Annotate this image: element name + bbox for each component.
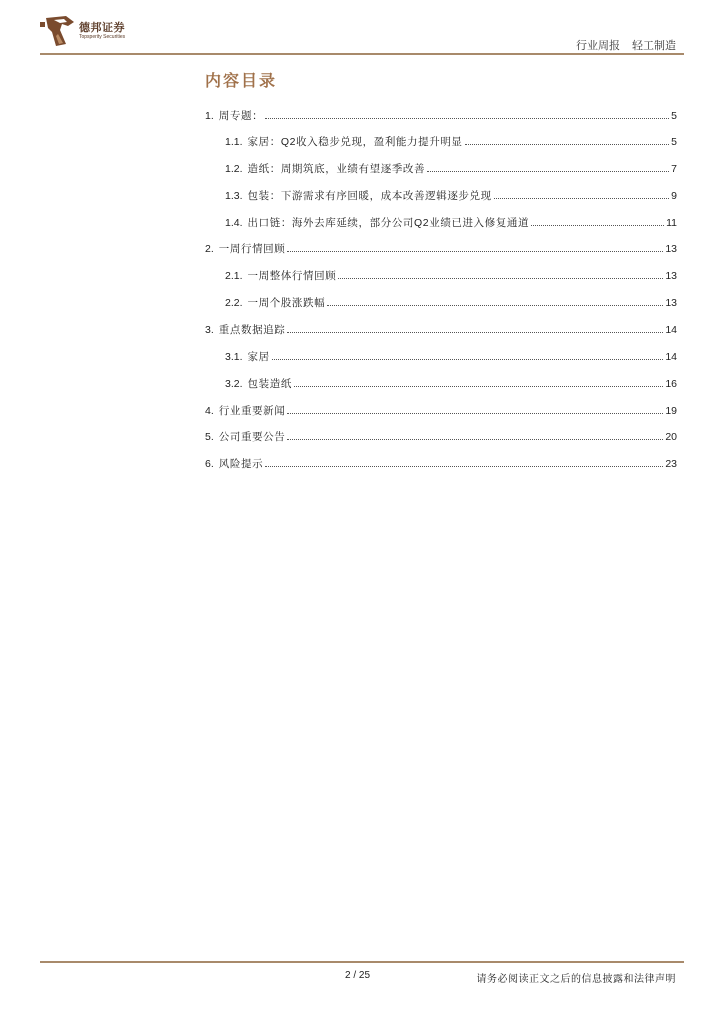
toc-entry[interactable]: [225, 215, 677, 229]
toc-entry-number: 3.1.: [225, 351, 243, 363]
toc-leader: [531, 225, 664, 226]
toc-entry-text: 行业重要新闻: [218, 405, 286, 417]
toc-entry-number: 2.1.: [225, 270, 243, 282]
toc-entry-number: 2.: [205, 243, 214, 255]
toc-entry-page: 5: [671, 136, 677, 148]
toc-entry-page: 13: [665, 243, 677, 255]
toc-entry-number: 1.: [205, 110, 214, 122]
toc-leader: [465, 144, 670, 145]
disclaimer-note: 请务必阅读正文之后的信息披露和法律声明: [476, 974, 676, 985]
toc-entry-page: 14: [665, 351, 677, 363]
toc-title: 内容目录: [205, 71, 278, 90]
toc-entry-number: 5.: [205, 431, 214, 443]
toc-entry-text: 家居：Q2收入稳步兑现，盈利能力提升明显: [247, 136, 463, 148]
toc-entry-page: 16: [665, 378, 677, 390]
toc-entry-number: 1.1.: [225, 136, 243, 148]
toc-entry-text: 家居: [247, 351, 270, 363]
toc-entry-text: 公司重要公告: [218, 431, 286, 443]
toc-entry-text: 一周行情回顾: [218, 243, 286, 255]
toc-entry[interactable]: [225, 188, 677, 202]
toc-entry-text: 造纸：周期筑底，业绩有望逐季改善: [247, 163, 426, 175]
toc-entry[interactable]: [225, 295, 677, 309]
toc-leader: [265, 466, 663, 467]
logo-chinese-name: 德邦证券: [79, 22, 125, 34]
toc-entry[interactable]: [205, 241, 677, 255]
page-indicator: 2 / 25: [345, 970, 371, 981]
toc-entry-page: 23: [665, 458, 677, 470]
toc-entry-text: 出口链：海外去库延续，部分公司Q2业绩已进入修复通道: [247, 217, 530, 229]
toc-entry-page: 20: [665, 431, 677, 443]
toc-entry-number: 1.3.: [225, 190, 243, 202]
toc-entry[interactable]: [225, 134, 677, 148]
toc-entry-text: 风险提示: [218, 458, 264, 470]
toc-entry-text: 包装：下游需求有序回暖，成本改善逻辑逐步兑现: [247, 190, 492, 202]
toc-entry-page: 13: [665, 297, 677, 309]
toc-entry-number: 3.2.: [225, 378, 243, 390]
toc-entry-number: 1.2.: [225, 163, 243, 175]
toc-entry-page: 5: [671, 110, 677, 122]
toc-entry[interactable]: [225, 268, 677, 282]
toc-entry-page: 19: [665, 405, 677, 417]
toc-entry-page: 13: [665, 270, 677, 282]
company-logo: [40, 14, 150, 50]
report-industry: 轻工制造: [632, 40, 676, 52]
toc-entry[interactable]: [225, 349, 677, 363]
toc-leader: [287, 439, 663, 440]
toc-entry-text: 一周个股涨跌幅: [247, 297, 326, 309]
toc-leader: [338, 278, 663, 279]
header-divider: [40, 53, 684, 55]
toc-entry-number: 2.2.: [225, 297, 243, 309]
toc-leader: [272, 359, 664, 360]
header-tags: [576, 37, 676, 53]
toc-entry[interactable]: [225, 376, 677, 390]
toc-entry-text: 周专题：: [218, 110, 264, 122]
toc-leader: [265, 118, 669, 119]
toc-leader: [287, 251, 663, 252]
toc-leader: [327, 305, 663, 306]
toc-entry-text: 包装造纸: [247, 378, 292, 390]
toc-leader: [287, 413, 663, 414]
toc-entry-number: 6.: [205, 458, 214, 470]
toc-entry[interactable]: [225, 161, 677, 175]
company-logo-mark-icon: [40, 14, 76, 48]
toc-entry[interactable]: [205, 108, 677, 122]
toc-leader: [427, 171, 669, 172]
toc-entry-number: 1.4.: [225, 217, 243, 229]
toc-entry-page: 9: [671, 190, 677, 202]
toc-leader: [287, 332, 663, 333]
toc-entry-number: 4.: [205, 405, 214, 417]
toc-entry[interactable]: [205, 429, 677, 443]
toc-entry-page: 7: [671, 163, 677, 175]
toc-entry[interactable]: [205, 456, 677, 470]
toc-entry-page: 14: [665, 324, 677, 336]
toc-leader: [294, 386, 663, 387]
toc-entry-number: 3.: [205, 324, 214, 336]
toc-leader: [494, 198, 669, 199]
logo-english-name: Topsperity Securities: [79, 34, 126, 40]
toc-entry-page: 11: [666, 217, 677, 229]
toc-entry[interactable]: [205, 322, 677, 336]
toc-entry-text: 重点数据追踪: [218, 324, 286, 336]
toc-entry-text: 一周整体行情回顾: [247, 270, 337, 282]
footer-divider: [40, 961, 684, 963]
toc-entry[interactable]: [205, 403, 677, 417]
report-category: 行业周报: [576, 40, 620, 52]
